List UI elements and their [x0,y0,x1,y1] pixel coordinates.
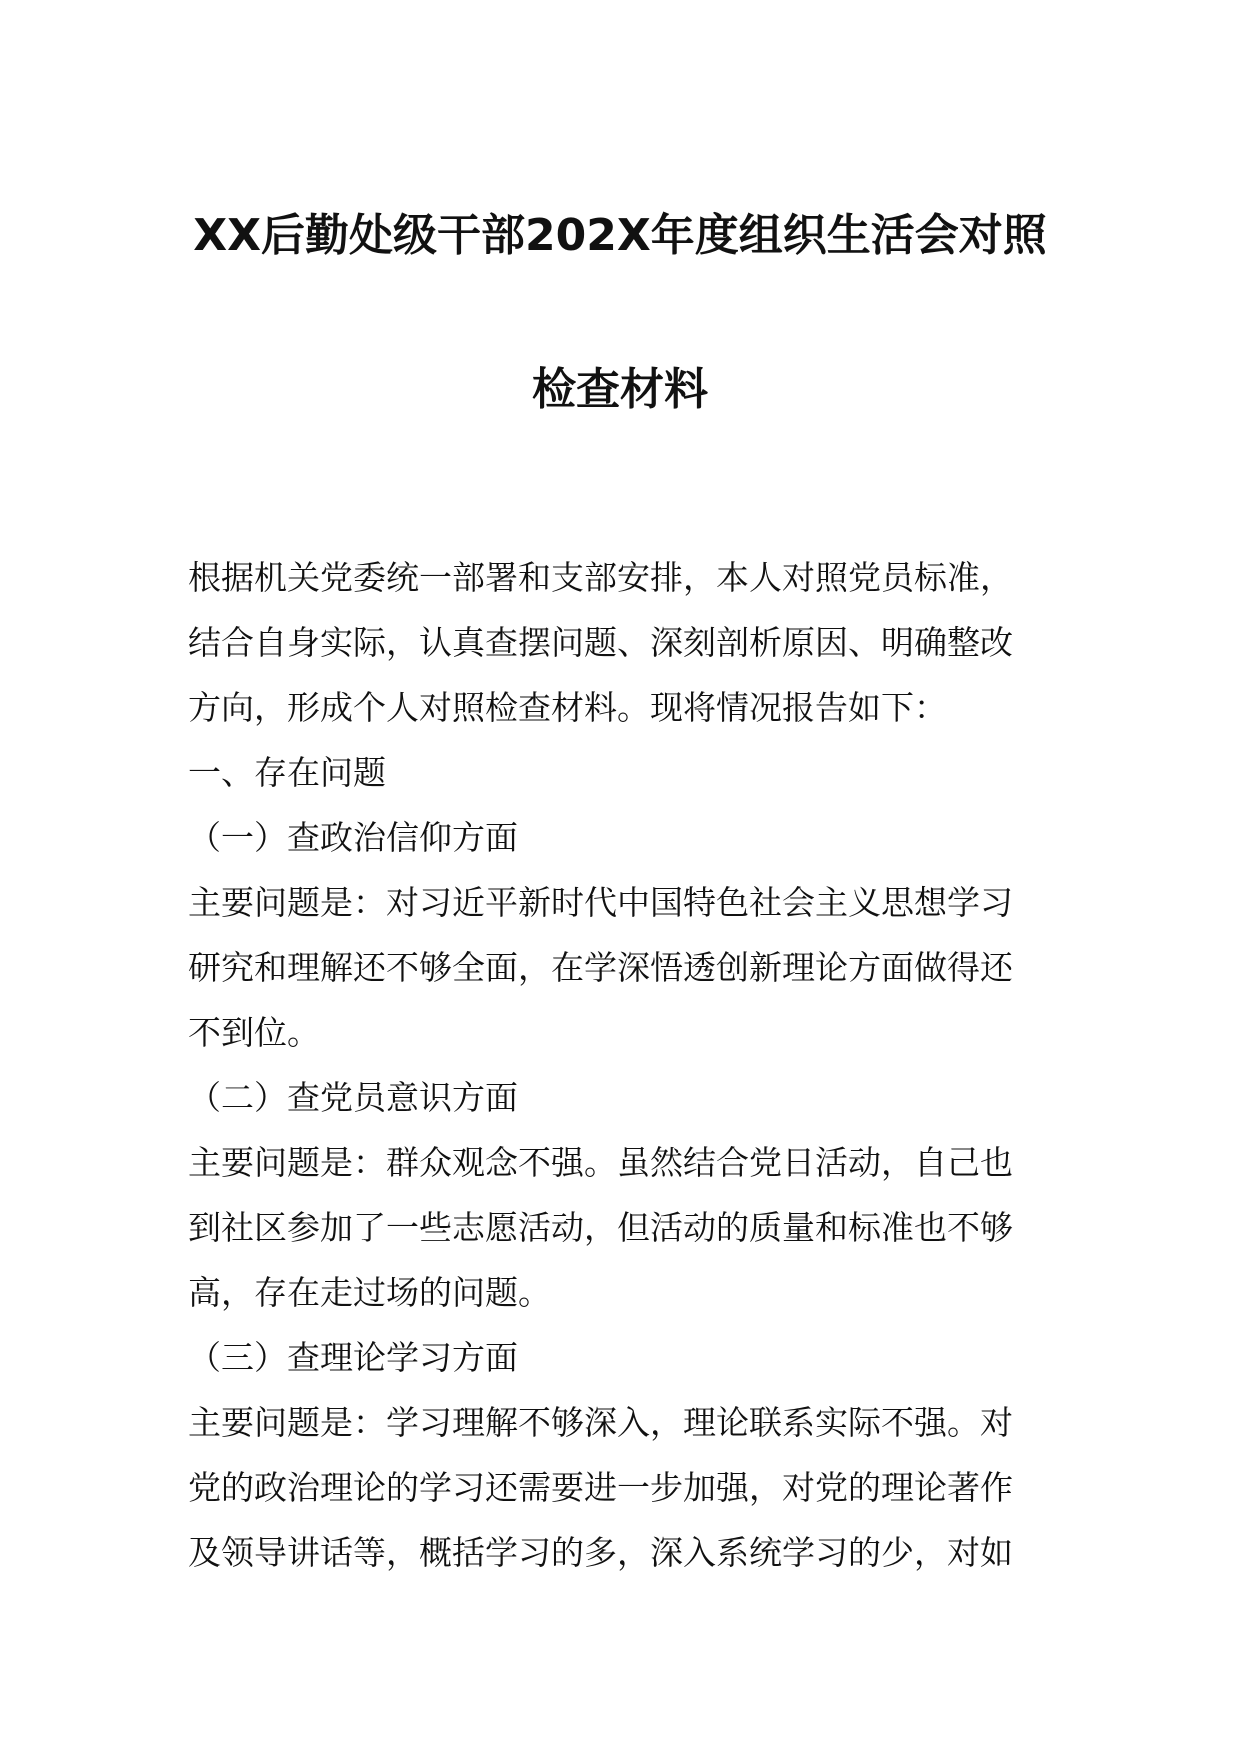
subsection-heading-political-belief: （一）查政治信仰方面 [188,818,518,857]
body-line-theory-2: 党的政治理论的学习还需要进一步加强，对党的理论著作 [188,1468,1013,1507]
body-line-political-3: 不到位。 [188,1013,320,1052]
body-line-awareness-1: 主要问题是：群众观念不强。虽然结合党日活动，自己也 [188,1143,1013,1182]
body-line-political-2: 研究和理解还不够全面，在学深悟透创新理论方面做得还 [188,948,1013,987]
body-line-awareness-2: 到社区参加了一些志愿活动，但活动的质量和标准也不够 [188,1208,1013,1247]
document-body [188,545,1058,1585]
document-title-line-1: XX后勤处级干部202X年度组织生活会对照 [193,210,1047,261]
body-line-political-1: 主要问题是：对习近平新时代中国特色社会主义思想学习 [188,883,1013,922]
document-title-line-2: 检查材料 [532,364,708,415]
body-line-awareness-3: 高，存在走过场的问题。 [188,1273,551,1312]
body-line-intro-2: 结合自身实际，认真查摆问题、深刻剖析原因、明确整改 [188,623,1013,662]
body-line-intro-3: 方向，形成个人对照检查材料。现将情况报告如下： [188,688,947,727]
body-line-theory-1: 主要问题是：学习理解不够深入，理论联系实际不强。对 [188,1403,1013,1442]
subsection-heading-theory-study: （三）查理论学习方面 [188,1338,518,1377]
subsection-heading-party-awareness: （二）查党员意识方面 [188,1078,518,1117]
body-line-theory-3: 及领导讲话等，概括学习的多，深入系统学习的少，对如 [188,1533,1013,1572]
body-line-intro-1: 根据机关党委统一部署和支部安排，本人对照党员标准， [188,558,1013,597]
section-heading-problems: 一、存在问题 [188,753,386,792]
